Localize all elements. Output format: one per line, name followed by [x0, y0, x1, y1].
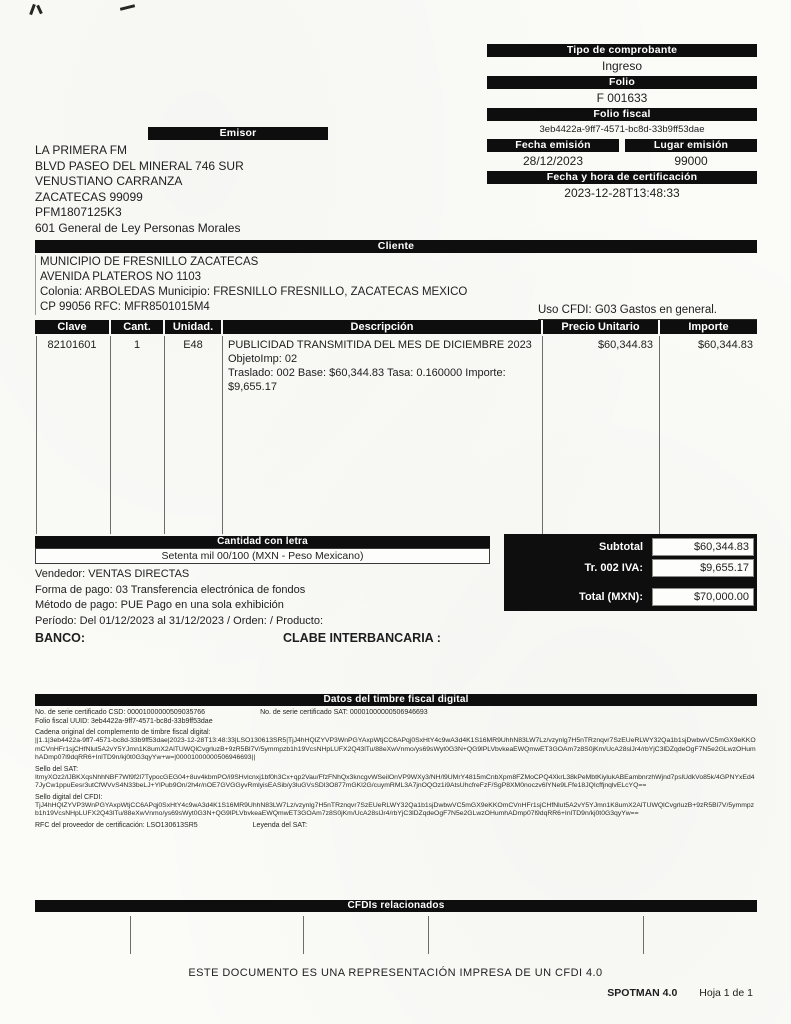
fecha-emision-header: Fecha emisión [487, 139, 619, 152]
clabe-label: CLABE INTERBANCARIA : [283, 631, 441, 645]
vendedor-line: Vendedor: VENTAS DIRECTAS [35, 568, 190, 580]
column-divider [428, 916, 429, 954]
emisor-regimen: 601 General de Ley Personas Morales [35, 220, 241, 235]
emisor-direccion-1: BLVD PASEO DEL MINERAL 746 SUR [35, 158, 244, 173]
total-label: Total (MXN): [579, 591, 643, 603]
item-desc-line-1: PUBLICIDAD TRANSMITIDA DEL MES DE DICIEMBRE 2023 [228, 339, 532, 351]
condiciones-section [35, 567, 475, 629]
column-divider [643, 916, 644, 954]
cantidad-con-letra-value: Setenta mil 00/100 (MXN - Peso Mexicano) [35, 548, 490, 564]
certificados-row [35, 708, 757, 717]
uuid-line: Folio fiscal UUID: 3eb4422a-9ff7-4571-bc8d-33b9ff53dae [35, 718, 213, 725]
metodo-pago-line: Método de pago: PUE Pago en una sola exhibición [35, 599, 284, 611]
rfc-pac: RFC del proveedor de certificación: LSO130613SR5 [35, 821, 198, 829]
certificacion-header: Fecha y hora de certificación [487, 171, 757, 184]
serie-sat: No. de serie certificado SAT: 00001000000506946693 [260, 709, 428, 716]
col-header-descripcion: Descripción [223, 320, 541, 334]
item-clave: 82101601 [47, 339, 97, 351]
cliente-header: Cliente [35, 240, 757, 253]
cliente-colonia: Colonia: ARBOLEDAS Municipio: FRESNILLO FRESNILLO, ZACATECAS MEXICO [40, 286, 468, 298]
forma-pago-line: Forma de pago: 03 Transferencia electrónica de fondos [35, 583, 306, 596]
items-table-body [35, 334, 757, 534]
total-row [507, 588, 754, 606]
column-divider [303, 916, 304, 954]
subtotal-row [507, 538, 754, 556]
banco-row [35, 631, 757, 645]
tipo-comprobante-value: Ingreso [601, 59, 643, 73]
comprobante-header [487, 44, 757, 201]
sello-sat: ItmyXOz2/lJBKXqsNhhNBF7Wl9f2l7TypocGEG04+8uv4kbmPO/i9SHvlcnxj1bf0h3Cx+qp2Vau/FfzFNhQx3kncgvWSeilOnVP9WXy3/NH/l9UMrY4815mCnbXpm8FZMoCPQ4XkrL38kPeMbtKiylukABEambnrzhWjnd7pslUdkVo85k/4GPNYxEd47JyCw1ppuEesr3utCfWVvS4N33beLJ+YlPub9On/2h4r/nOE7GVGGyvRmlyisEASib/y3luGVsSDl3O877mGKl2G/cuymRML3A7jnOQOz1i9AtsUhcfreFzF/SgP8XM0noczv6lYNe9LFfe18JQIcffjnqlvELcYQ== [35, 773, 755, 789]
column-divider [542, 336, 543, 534]
items-table-header [35, 320, 757, 334]
column-divider [222, 336, 223, 534]
periodo-line: Período: Del 01/12/2023 al 31/12/2023 / Orden: / Producto: [35, 614, 324, 627]
cliente-direccion: AVENIDA PLATEROS NO 1103 [40, 271, 202, 283]
col-header-precio-unitario: Precio Unitario [543, 320, 658, 334]
serie-csd: No. de serie certificado CSD: 00001000000509035766 [35, 709, 206, 716]
cadena-label: Cadena original del complemento de timbre fiscal digital: [35, 729, 211, 736]
totales-section [504, 534, 757, 611]
sello-cfdi-label: Sello digital del CFDI: [35, 793, 103, 801]
col-header-unidad: Unidad. [165, 320, 221, 334]
iva-label: Tr. 002 IVA: [584, 562, 643, 574]
item-cantidad: 1 [133, 339, 141, 351]
banco-label: BANCO: [35, 631, 85, 645]
cantidad-con-letra-header: Cantidad con letra [35, 536, 490, 548]
cliente-cp-rfc: CP 99056 RFC: MFR8501015M4 [40, 301, 210, 313]
cliente-nombre: MUNICIPIO DE FRESNILLO ZACATECAS [40, 256, 259, 268]
folio-header: Folio [487, 76, 757, 89]
col-header-cantidad: Cant. [111, 320, 163, 334]
timbre-section [35, 694, 757, 830]
emisor-direccion-3: ZACATECAS 99099 [35, 189, 143, 204]
cliente-section [35, 255, 560, 315]
uso-cfdi: Uso CFDI: G03 Gastos en general. [538, 304, 757, 320]
column-divider [164, 336, 165, 534]
folio-value: F 001633 [596, 91, 648, 105]
col-header-importe: Importe [660, 320, 757, 334]
sello-cfdi: TjJ4hHQlZYVP3WnPGYAxpWtjCC6APqj0SxHtY4c9wA3d4K1S16MR9UhhN83LW7Lz/vzynlg7H5nTRznqvr7SzEUeRLWY32Qa1b1sjDwbwVC5mGX9eKKOmCVnHFr1sjCHfNlut5A2vY5YJmn1K8umX2AlTUWQlCvgrluzB+9zR5Bl7V/5ymmpzb1h19VcsNHpLUFX2Q43lTu/88eXwVnmo/ys69sWyt0G3N+QG9lPLVbvkeaEWQmwET3GOAm7z8S0jKm/UcA28slJr4/rbYjC3lDZqdeOgF7N5e2GLwzOHumhADmp07l9dqRR6+InlTD9n/kj0t0G3qyYw== [35, 801, 755, 817]
scan-artifact [120, 4, 135, 11]
lugar-emision-value: 99000 [674, 154, 708, 168]
representacion-impresa-legend: ESTE DOCUMENTO ES UNA REPRESENTACIÓN IMPRESA DE UN CFDI 4.0 [188, 967, 603, 979]
cantidad-con-letra-section [35, 536, 490, 564]
folio-fiscal-header: Folio fiscal [487, 108, 757, 121]
pac-row [35, 821, 757, 830]
subtotal-value: $60,344.83 [652, 538, 754, 556]
emisor-section [35, 127, 460, 236]
item-desc-line-3: Traslado: 002 Base: $60,344.83 Tasa: 0.160000 Importe: [228, 367, 506, 379]
column-divider [36, 336, 37, 534]
footer-right [607, 987, 753, 999]
column-divider [659, 336, 660, 534]
sello-sat-label: Sello del SAT: [35, 765, 79, 773]
timbre-header: Datos del timbre fiscal digital [35, 694, 757, 706]
scan-artifact [29, 4, 36, 15]
item-unidad: E48 [183, 339, 203, 351]
scan-artifact [36, 5, 43, 14]
col-header-clave: Clave [35, 320, 109, 334]
emisor-direccion-2: VENUSTIANO CARRANZA [35, 174, 183, 188]
tipo-comprobante-header: Tipo de comprobante [487, 44, 757, 57]
column-divider [110, 336, 111, 534]
emisor-rfc: PFM1807125K3 [35, 205, 122, 219]
column-divider [130, 916, 131, 954]
emisor-nombre: LA PRIMERA FM [35, 143, 128, 157]
item-importe: $60,344.83 [697, 339, 753, 351]
fecha-emision-value: 28/12/2023 [522, 154, 584, 168]
subtotal-label: Subtotal [599, 541, 643, 553]
item-desc-line-2: ObjetoImp: 02 [228, 353, 298, 365]
cfdis-relacionados-body [35, 912, 757, 958]
items-table [35, 320, 757, 534]
item-precio-unitario: $60,344.83 [597, 339, 653, 351]
total-value: $70,000.00 [652, 588, 754, 606]
folio-fiscal-value: 3eb4422a-9ff7-4571-bc8d-33b9ff53dae [539, 124, 705, 135]
item-descripcion [228, 338, 536, 394]
page-indicator: Hoja 1 de 1 [699, 987, 753, 999]
iva-value: $9,655.17 [652, 559, 754, 577]
certificacion-value: 2023-12-28T13:48:33 [564, 186, 680, 200]
cadena-original: ||1.1|3eb4422a-9ff7-4571-bc8d-33b9ff53dae|2023-12-28T13:48:33|LSO130613SR5|TjJ4hHQlZYVP3WnPGYAxpWtjCC6APqj0SxHtY4c9wA3d4K1S16MR9UhhN83LW7Lz/vzynlg7H5nTRznqvr7SzEUeRLWY32Qa1b1sjDwbwVC5mGX9eKKOmCVnHFr1sjCHfNlut5A2vY5YJmn1K8umX2AlTUWQlCvgrluzB+9zR5Bl7V/5ymmpzb1h19VcsNHpLUFX2Q43lTu/88eXwVnmo/ys69sWyt0G3N+QG9lPLVbvkeaEWQmwET3GOAm7z8S0jKm/UcA28slJr4/rbYjC3lDZqdeOgF7N5e2GLwzOHumhADmp07l9dqRR6+InlTD9n/kj0t0G3qyYw+w=|00001000000506946693|| [35, 737, 756, 761]
lugar-emision-header: Lugar emisión [625, 139, 757, 152]
cfdis-relacionados-section [35, 900, 757, 958]
cfdis-relacionados-header: CFDIs relacionados [35, 900, 757, 912]
software-name: SPOTMAN 4.0 [607, 987, 678, 999]
iva-row [507, 559, 754, 577]
leyenda-sat-label: Leyenda del SAT: [252, 821, 308, 829]
emisor-header: Emisor [148, 127, 328, 140]
item-desc-line-4: $9,655.17 [228, 381, 277, 393]
